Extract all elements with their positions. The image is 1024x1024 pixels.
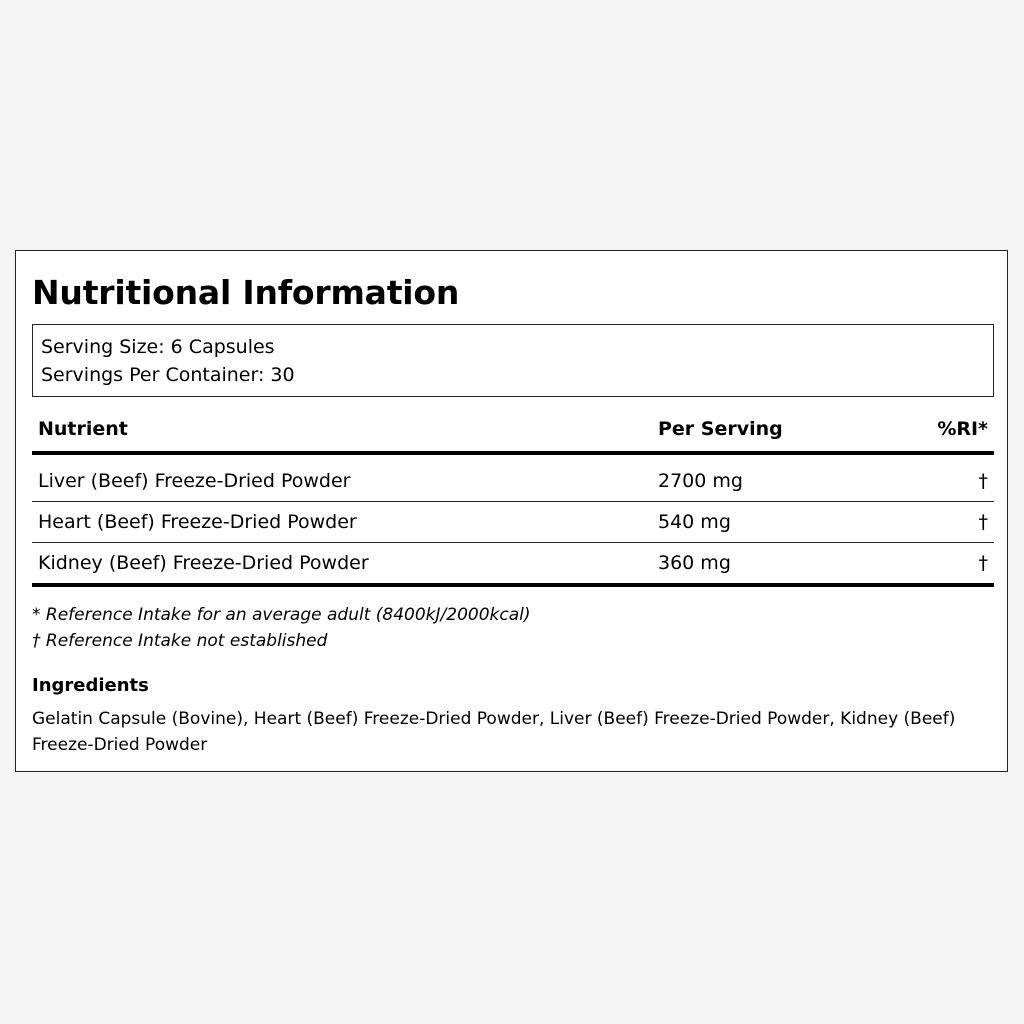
- footnote-ri: * Reference Intake for an average adult (8400kJ/2000kcal): [32, 605, 531, 625]
- table-row: [32, 461, 994, 502]
- row-nutrient: Kidney (Beef) Freeze-Dried Powder: [38, 552, 369, 574]
- row-amount: 360 mg: [658, 552, 731, 574]
- table-header: [32, 413, 994, 455]
- row-nutrient: Heart (Beef) Freeze-Dried Powder: [38, 511, 357, 533]
- row-amount: 540 mg: [658, 511, 731, 533]
- header-per-serving: Per Serving: [658, 418, 783, 440]
- serving-info-box: [32, 324, 994, 397]
- table-row: [32, 502, 994, 543]
- row-ri: †: [978, 511, 988, 533]
- serving-size: Serving Size: 6 Capsules: [41, 336, 275, 358]
- label-title: Nutritional Information: [32, 273, 460, 312]
- row-ri: †: [978, 552, 988, 574]
- servings-per-container: Servings Per Container: 30: [41, 364, 295, 386]
- row-ri: †: [978, 470, 988, 492]
- row-amount: 2700 mg: [658, 470, 743, 492]
- footnote-dagger: † Reference Intake not established: [32, 631, 328, 651]
- ingredients-text: Gelatin Capsule (Bovine), Heart (Beef) Freeze-Dried Powder, Liver (Beef) Freeze-Dried Powder, Kidney (Beef) Freeze-Dried Powder: [32, 709, 956, 755]
- header-ri: %RI*: [937, 418, 988, 440]
- ingredients-title: Ingredients: [32, 675, 149, 696]
- table-row: [32, 543, 994, 587]
- nutrition-label: [15, 250, 1008, 772]
- row-nutrient: Liver (Beef) Freeze-Dried Powder: [38, 470, 351, 492]
- header-nutrient: Nutrient: [38, 418, 128, 440]
- footnotes: [32, 602, 531, 654]
